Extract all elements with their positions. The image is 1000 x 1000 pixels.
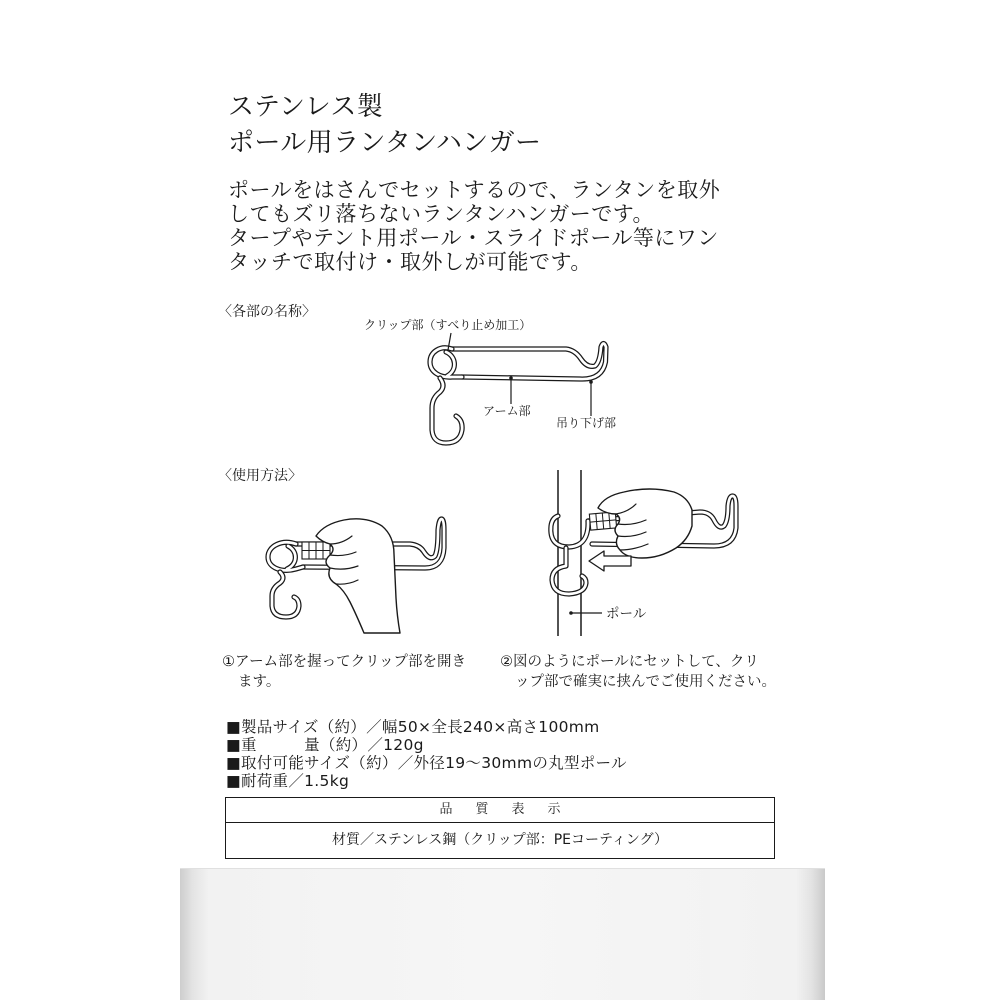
usage-section-heading: 〈使用方法〉 [218, 468, 302, 484]
grip-coating [302, 542, 330, 559]
pole-label: ポール [606, 606, 647, 622]
packaging-card-edge [180, 868, 825, 1000]
parts-section-heading: 〈各部の名称〉 [218, 304, 316, 320]
product-title [228, 89, 541, 161]
clip-label: クリップ部（すべり止め加工） [364, 318, 532, 332]
description-line: ポールをはさんでセットするので、ランタンを取外 [228, 178, 721, 202]
description-line: タープやテント用ポール・スライドポール等にワン [228, 226, 719, 250]
usage-step-2 [500, 652, 776, 692]
step-line: ②図のようにポールにセットして、クリ [500, 654, 759, 670]
spec-size: ■製品サイズ（約）／幅50×全長240×高さ100mm [226, 718, 600, 736]
quality-label-header: 品 質 表 示 [226, 798, 774, 823]
hook-label: 吊り下げ部 [556, 416, 617, 430]
description-line: タッチで取付け・取外しが可能です。 [228, 250, 592, 274]
material-text: 材質／ステンレス鋼（クリップ部：PEコーティング） [332, 832, 668, 848]
step-line: ①アーム部を握ってクリップ部を開き [222, 654, 466, 670]
hook-leader-line [589, 380, 593, 416]
arm-label: アーム部 [483, 404, 531, 418]
product-description [228, 178, 720, 274]
spec-load-capacity: ■耐荷重／1.5kg [226, 772, 350, 790]
usage-step1-illustration [268, 519, 444, 633]
grip-coating [589, 512, 616, 530]
spec-weight: ■重 量（約）／120g [226, 736, 424, 754]
spec-pole-size: ■取付可能サイズ（約）／外径19～30mmの丸型ポール [226, 754, 627, 772]
quality-label-table [225, 797, 775, 859]
spec-list [226, 718, 627, 790]
hanger-s-hook [432, 378, 462, 443]
description-line: してもズリ落ちないランタンハンガーです。 [228, 202, 655, 226]
hanger-s-hook [272, 572, 299, 617]
pole [558, 470, 581, 636]
title-line-2: ポール用ランタンハンガー [228, 128, 542, 158]
usage-step-1 [222, 652, 466, 692]
step-line: ップ部で確実に挟んでご使用ください。 [515, 674, 776, 690]
step-line: ます。 [238, 674, 281, 690]
hanger-clip [430, 348, 462, 377]
hanger-arm [452, 344, 606, 380]
hand [316, 519, 400, 633]
title-line-1: ステンレス製 [228, 92, 384, 122]
